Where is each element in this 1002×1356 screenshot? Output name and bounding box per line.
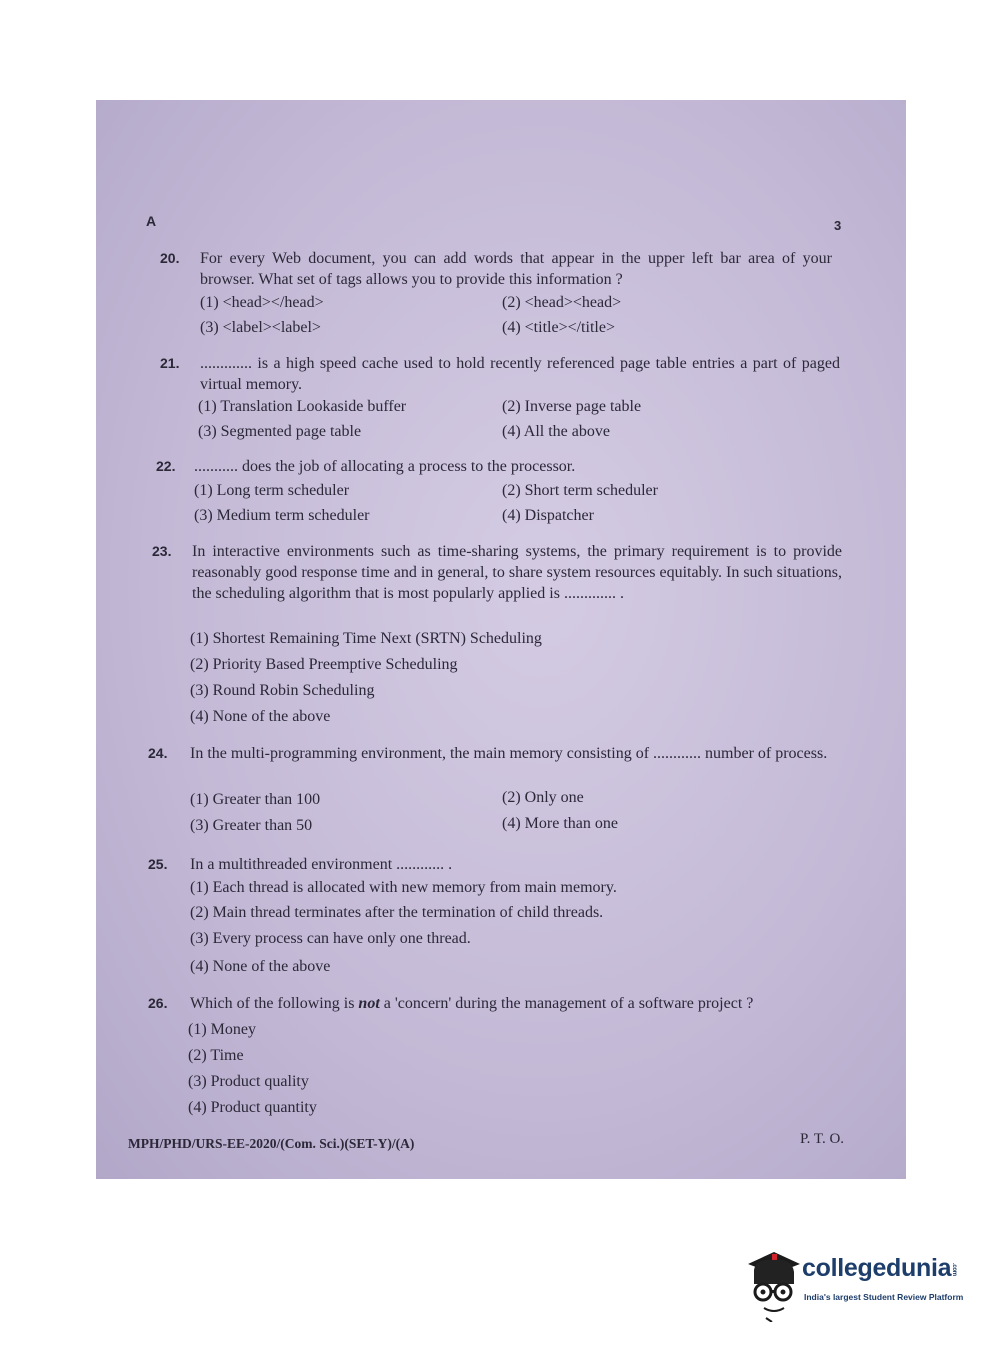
emphasis-not: not <box>358 995 380 1012</box>
option-1: (1) Translation Lookaside buffer <box>198 398 407 415</box>
question-text: ............. is a high speed cache used to hold recently referenced page table entries a part of paged virtual memory. <box>200 355 840 393</box>
option-3: (3) Every process can have only one thread. <box>190 930 471 947</box>
question-number: 20. <box>160 250 180 266</box>
option-2: (2) Time <box>188 1047 244 1064</box>
option-1: (1) Greater than 100 <box>190 791 321 808</box>
option-4: (4) <title></title> <box>502 319 615 336</box>
page-number: 3 <box>834 218 842 233</box>
option-1: (1) Long term scheduler <box>194 482 350 499</box>
brand-suffix: .com <box>951 1262 958 1276</box>
collegedunia-logo <box>744 1250 974 1322</box>
question-text: In interactive environments such as time-sharing systems, the primary requirement is to provide reasonably good response time and in general, to share system resources equitably. In such situations, the scheduling algorithm that is most popularly applied is ............. . <box>192 543 842 602</box>
exam-page <box>96 100 906 1179</box>
option-2: (2) <head><head> <box>502 294 622 311</box>
question-number: 26. <box>148 995 168 1011</box>
question-number: 25. <box>148 856 168 872</box>
option-1: (1) Each thread is allocated with new memory from main memory. <box>190 879 617 896</box>
option-4: (4) Product quantity <box>188 1099 317 1116</box>
pto-label: P. T. O. <box>800 1131 845 1147</box>
option-3: (3) Greater than 50 <box>190 817 313 834</box>
option-1: (1) <head></head> <box>200 294 324 311</box>
brand-name: collegedunia.com <box>802 1254 958 1282</box>
question-number: 23. <box>152 543 172 559</box>
option-2: (2) Priority Based Preemptive Scheduling <box>190 656 458 673</box>
option-4: (4) None of the above <box>190 708 331 725</box>
question-text: ........... does the job of allocating a process to the processor. <box>194 458 576 475</box>
option-4: (4) None of the above <box>190 958 331 975</box>
question-text-end: a 'concern' during the management of a software project ? <box>379 995 754 1012</box>
set-letter: A <box>146 213 157 229</box>
question-number: 21. <box>160 355 180 371</box>
option-4: (4) Dispatcher <box>502 507 594 524</box>
question-text-start: Which of the following is <box>190 995 359 1012</box>
option-2: (2) Short term scheduler <box>502 482 658 499</box>
option-2: (2) Inverse page table <box>502 398 642 415</box>
option-3: (3) Product quality <box>188 1073 309 1090</box>
question-text: In a multithreaded environment ............ . <box>190 856 453 873</box>
option-2: (2) Main thread terminates after the termination of child threads. <box>190 904 604 921</box>
option-2: (2) Only one <box>502 789 584 806</box>
question-text: For every Web document, you can add words that appear in the upper left bar area of your browser. What set of tags allows you to provide this information ? <box>200 250 832 288</box>
question-text <box>190 993 850 1014</box>
option-3: (3) <label><label> <box>200 319 321 336</box>
student-mascot-icon <box>744 1250 802 1322</box>
paper-code: MPH/PHD/URS-EE-2020/(Com. Sci.)(SET-Y)/(A) <box>128 1136 415 1151</box>
question-number: 22. <box>156 458 176 474</box>
option-4: (4) All the above <box>502 423 610 440</box>
option-3: (3) Medium term scheduler <box>194 507 370 524</box>
option-1: (1) Shortest Remaining Time Next (SRTN) Scheduling <box>190 630 542 647</box>
brand-tagline: India's largest Student Review Platform <box>804 1292 964 1302</box>
question-number: 24. <box>148 745 168 761</box>
option-3: (3) Segmented page table <box>198 423 362 440</box>
question-text: In the multi-programming environment, the main memory consisting of ............ number of process. <box>190 745 828 762</box>
option-4: (4) More than one <box>502 815 618 832</box>
option-1: (1) Money <box>188 1021 256 1038</box>
option-3: (3) Round Robin Scheduling <box>190 682 375 699</box>
